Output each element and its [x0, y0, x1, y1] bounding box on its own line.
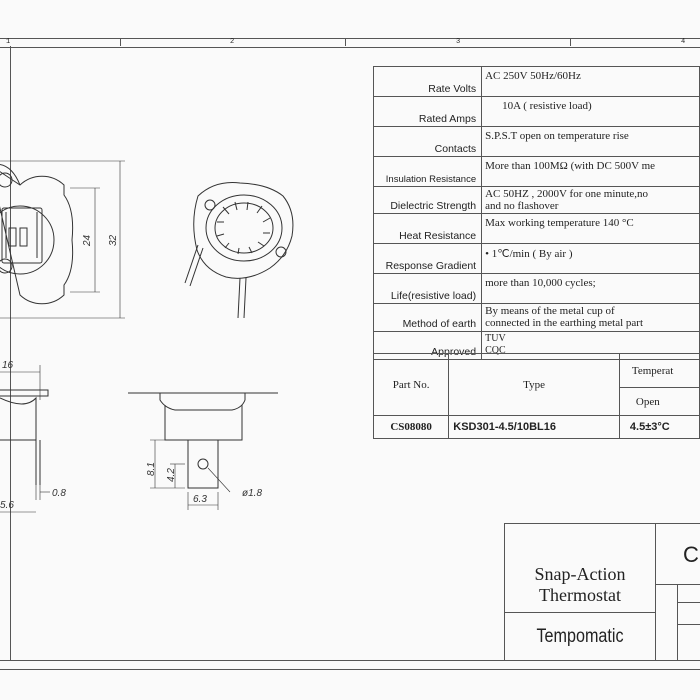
zone-number: 1	[6, 38, 11, 46]
isometric-view-drawing	[185, 183, 293, 318]
spec-row	[374, 156, 700, 186]
spec-value-line: connected in the earthing metal part	[485, 317, 644, 330]
zone-number: 2	[230, 38, 235, 46]
spec-key: Rated Amps	[374, 96, 482, 126]
zone-number: 4	[681, 38, 686, 46]
spec-value-line: TUV	[485, 333, 506, 345]
spec-row	[374, 244, 700, 274]
dim-16: 16	[2, 360, 14, 371]
open-header: Open	[619, 388, 699, 416]
spec-value: • 1℃/min ( By air )	[482, 244, 700, 274]
spec-value-line: By means of the metal cup of	[485, 305, 615, 318]
spec-key: Rate Volts	[374, 67, 482, 97]
spec-row	[374, 126, 700, 156]
product-name-line: Snap-Action	[534, 564, 626, 584]
spec-row	[374, 304, 700, 332]
spec-key: Dielectric Strength	[374, 186, 482, 214]
spec-key: Contacts	[374, 126, 482, 156]
dim-32: 32	[108, 234, 119, 246]
spec-value: Max working temperature 140 °C	[482, 214, 700, 244]
spec-value: AC 250V 50Hz/60Hz	[482, 67, 700, 97]
brand-name: Tempomatic	[536, 626, 624, 647]
spec-value	[482, 304, 700, 332]
title-block-grid	[655, 584, 700, 661]
side-view-left-drawing	[0, 365, 50, 512]
temperature-header: Temperat	[619, 354, 699, 388]
spec-key: Approved	[374, 332, 482, 360]
type-cell: KSD301-4.5/10BL16	[449, 416, 620, 439]
dim-24: 24	[82, 234, 93, 246]
spec-value: S.P.S.T open on temperature rise	[482, 126, 700, 156]
spec-value: More than 100MΩ (with DC 500V me	[482, 156, 700, 186]
dim-4.2: 4.2	[166, 468, 177, 482]
spec-row	[374, 67, 700, 97]
dim-6.3: 6.3	[193, 494, 207, 505]
zone-number: 3	[456, 38, 461, 46]
spec-value	[482, 186, 700, 214]
part-table	[373, 353, 700, 439]
spec-value-line: CQC	[485, 345, 506, 357]
part-no-cell: CS08080	[374, 416, 449, 439]
code-cell	[655, 524, 700, 585]
spec-key: Life(resistive load)	[374, 274, 482, 304]
product-name-cell	[505, 524, 656, 613]
spec-row	[374, 274, 700, 304]
part-no-header: Part No.	[374, 354, 449, 416]
open-temp-cell: 4.5±3°C	[619, 416, 699, 439]
dim-1.8: ø1.8	[242, 488, 263, 499]
spec-row	[374, 186, 700, 214]
drawing-code: C	[683, 542, 699, 567]
spec-table	[373, 66, 700, 360]
spec-value-line: AC 50HZ , 2000V for one minute,no	[485, 187, 649, 200]
type-header: Type	[449, 354, 620, 416]
spec-key: Response Gradient	[374, 244, 482, 274]
dim-5.6: 5.6	[0, 500, 14, 511]
spec-row	[374, 96, 700, 126]
spec-value: 10A ( resistive load)	[482, 96, 700, 126]
spec-value: more than 10,000 cycles;	[482, 274, 700, 304]
spec-key: Heat Resistance	[374, 214, 482, 244]
dim-8.1: 8.1	[146, 462, 157, 476]
spec-value-line: and no flashover	[485, 199, 559, 212]
dim-0.8: 0.8	[52, 488, 66, 499]
spec-key: Insulation Resistance	[374, 156, 482, 186]
title-block	[504, 523, 700, 661]
top-view-drawing	[0, 161, 125, 318]
part-row	[374, 416, 700, 439]
product-name	[505, 564, 655, 606]
spec-row	[374, 214, 700, 244]
spec-key: Method of earth	[374, 304, 482, 332]
brand-cell	[505, 612, 656, 661]
product-name-line: Thermostat	[539, 585, 621, 605]
